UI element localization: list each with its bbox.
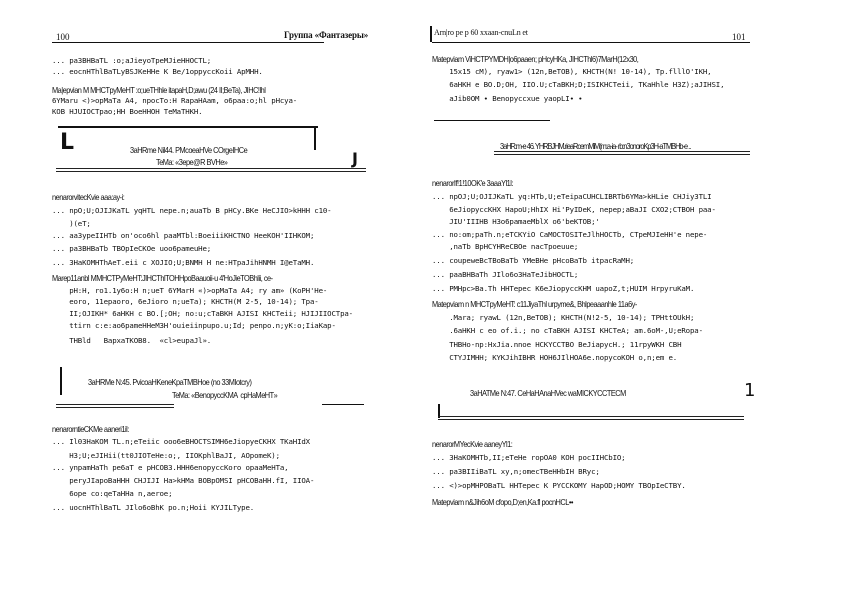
running-head: Arn|ro pe p 60 xxaan-cnuLn et (434, 28, 528, 37)
text-line: JIU'IIIHB H3o6pamaeMblX o6'beKTOB;' (432, 217, 600, 226)
text-line: ... pa3BIIiBaTL xy,n;omecTBeHHbIH BRyc; (432, 467, 600, 476)
box-right-rule (314, 126, 316, 150)
text-line: ... eocnHThlBaTLyBSJKeHHe K Be/1oppyccKoii ApMHH. (52, 67, 263, 76)
lesson-title: 3aHRme Nil44. PMcoeaHVe COrgeIHCe (130, 146, 248, 155)
box-bottom-rule (56, 168, 366, 172)
text-line: ... pa3BHBaTb TBOpIeCKOe uoo6pameuHe; (52, 244, 212, 253)
text-line: ... pa3BHBaTL :o;aJieyoTpeMJieHHOCTL; (52, 56, 212, 65)
bracket-right-mark: J (352, 149, 358, 168)
text-line: 6ope co:qeTaHHa n,aeroe; (52, 489, 173, 498)
text-line: .Mara; ryawL (12n,BeTOB); KHCTH(N!2-5, 10-14); TPHttOUkH; (432, 313, 695, 322)
text-line: THBld BapxaTKOB8. «cl>eupaJl». (52, 336, 212, 345)
box-bottom-rule (494, 151, 750, 155)
text-line: Ma|epvian M MHCTpyMeHT :o;ueTHhle itapaH,D;awu (24 II;BeTa), JIHC!lhl (52, 86, 266, 95)
text-line: H3;U;eJIHii(tt0JIOTeHe:o;, IIOKphlBaJI, AOpomeK); (52, 451, 280, 460)
section-rule (434, 120, 550, 121)
box-corner-mark: 1 (744, 380, 756, 401)
lesson-theme: TeMa: «3epe@R BVHe» (156, 158, 228, 167)
page-number: 101 (732, 32, 746, 42)
text-line: ... npOJ;U;OJIJKaTL yq:HTb,U;eTeipaCUHCLIBRTb6YMa>kHLie CHJiy3TLI (432, 192, 712, 201)
text-line: ... npO;U;OJIJKaTL yqHTL nepe.n;auaTb B pHCy.BKe HeCJIO>kHHH c10- (52, 206, 332, 215)
text-line: 6YMaru <)>opMaTa A4, npocTo:H RapaHAam, o6paa:o;hl pHcya- (52, 96, 298, 105)
box-bottom-rule (438, 416, 744, 420)
section-heading: nenarorntieCKMe aaneri1il: (52, 425, 129, 434)
text-line: ... ynpamHaTh pe6aT e pHCOB3.HHH6enopyccKoro opaaMeHTa, (52, 463, 289, 472)
text-line: Matepviam n MHCTpyMeHT: c11JiyaThl urpyme&, Bhlpeaaanhle 11a6y- (432, 300, 637, 309)
text-line: pH:H, ro1.1y6o:H n;ueT 6YMarH «)>opMaTa A4; ry am» (KoPH'He- (52, 286, 328, 295)
text-line: THBHo-np:HxJia.nnoe HCKYCCTBO BeJiapycH.; 11rpyWKH CBH (432, 340, 682, 349)
text-line: Marep11anbl MMHCTPyMeHT:JIHCThlTOHHpoBaauoii-u 4'HoJieTOBhlii, ce- (52, 274, 273, 283)
lesson-title: 3aHATMe N:47. CeHaHAnaHVec waMICKYCCTECM (470, 389, 626, 398)
box-bottom-rule (56, 404, 174, 408)
text-line: Matepviam ViHCTPYMDH|o6paaen; pHcyHKa, JIHCThl6)7MarH(12x30, (432, 55, 639, 64)
section-heading: nenarorIf!1!10OK'e 3aaaYl1l: (432, 179, 513, 188)
left-page (52, 0, 375, 596)
text-line: ,naTb BpHCYHReCBOe nacTpoeuue; (432, 242, 579, 251)
text-line: ... no:om;paTh.n;eTCKYiO CaMOCTOSITeJlhHOCTb, CTpeMJIeHH'e nepe- (432, 230, 708, 239)
text-line: 6eJiopyccKHX HapoU;HhIX Hi'PyIDeK, nepep;aBaJI CXO2;CTBOH paa- (432, 205, 716, 214)
text-line: peryJIapoBaHHH CHJIJI Ha>kHMa BOBpOMSI pHCOBaHH.fI, IIOA- (52, 476, 315, 485)
text-line: eoro, 11epaoro, 6eJioro n;ueTa); KHCTH(M 2-5, 10-14); Tpa- (52, 297, 319, 306)
text-line: ... uocnHThlBaTL JIlo6oBhK po.n;Hoii KYJILType. (52, 503, 255, 512)
text-line: ... coupeweBcTBoBaTb YMeBHe pHcoBaTb itpacRaMH; (432, 256, 635, 265)
lesson-title: 3aHR:m-e 46. YHRBJHM.rieaRcemMiM(m:a-ia- rb:n3onoroKp3H-aTMBHb-e .. (500, 142, 691, 151)
box-top-rule (58, 126, 318, 128)
right-page (430, 0, 760, 596)
text-line: ... <)>opMHPOBaTL HHTepec K PYCCKOMY HapOD;HOMY TBOpIeCTBY. (432, 481, 686, 490)
text-line: 6aHKH e BO.D;OH, IIO.U;cTaBKH;D;ISIKHCTeii, TKaHhle H3Z);aJIHSI, (432, 80, 725, 89)
text-line: )(eT; (52, 219, 91, 228)
text-line: Matepviam n&Jih6oM cfopo,D;en,Ka.fl pocnHCL•• (432, 498, 573, 507)
text-line: ... aa3ypeIIHTb on'oco6hl paaMTbl:BoeiiiKHCTNO HeeKOH'IIHKOM; (52, 231, 315, 240)
page-number: 100 (56, 32, 70, 42)
text-line: ... PMHpc>Ba.Th HHTepec K6eJiopyccKHM uapoZ,t;HUIM HrpyruKaM. (432, 284, 695, 293)
text-line: .6aHKH c eo of.i.; no cTaBKH AJISI KHCTeA; am.6oM-,U;eRopa- (432, 326, 703, 335)
section-heading: nenarorvitecKvie aaa:ay-i: (52, 193, 125, 202)
text-line: ... paaBHBaTh JIlo6o3HaTeJibHOCTL; (432, 270, 579, 279)
running-head: Группа «Фантазеры» (284, 30, 369, 40)
text-line: CTYJIMHH; KYKJihIBHR HOH6JIlHOA6e.nopycoKOH o,n;em e. (432, 353, 678, 362)
box-bottom-rule-right (322, 404, 364, 405)
text-line: 15x15 cM), ryaw1> (12n,BeTOB), KHCTH(N! 10-14), Tp.flllO'IKH, (432, 67, 712, 76)
box-left-rule (60, 367, 62, 395)
page-edge-mark (430, 26, 432, 42)
header-rule (432, 42, 750, 43)
text-line: aJib0OM • Benopyccxue yaopLI• • (432, 94, 583, 103)
lesson-title: 3aHRMe N:45. PvicoaHKeneKpaTMBHoe (no 33MIotcry) (88, 378, 252, 387)
lesson-theme: TeMa: «BenopyccKMA cpHaMeHT» (172, 391, 278, 400)
text-line: ... 3HaKOMHThAeT.eii c XOJIO;U;BNMH H ne:HTpaJihHNMH I@eTaMH. (52, 258, 315, 267)
bracket-left-mark: L (60, 130, 75, 155)
section-heading: nenarorMYecKvie aaneyYl1: (432, 440, 513, 449)
text-line: ... 3HaKOMHTb,II;eTeHe ropOA0 KOH pocIIHCbIO; (432, 453, 626, 462)
text-line: ... Il03HaKOM TL.n;eTeiic ooo6eBHOCTSIMH6eJiopyeCKHX TKaHIdX (52, 437, 310, 446)
header-rule (52, 42, 324, 43)
text-line: ttirn c:e:ao6pameHHeM3H'ouieiinpupo.u;Id; penpo.n;yK:o;IiaKap- (52, 321, 336, 330)
text-line: KOB HJUIOCTpao;HH BoeHHOH TeMaTHKH. (52, 107, 203, 116)
text-line: II;OJIKH* 6aHKH c BO.[;OH; no:u;cTaBKH AJISI KHCTeii; HJIJIIOCTpa- (52, 309, 353, 318)
